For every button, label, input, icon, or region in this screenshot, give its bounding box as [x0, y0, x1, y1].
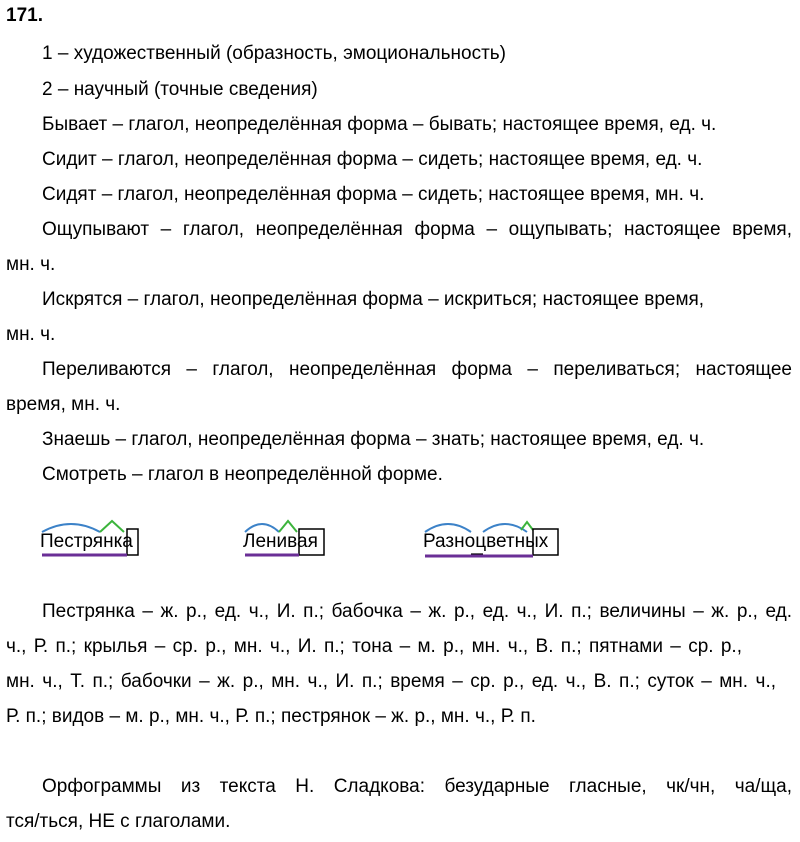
answer-line-2: 2 – научный (точные сведения): [42, 79, 318, 100]
analysis-line-perelivayutsya: Переливаются – глагол, неопределённая форма – переливаться; настоящее: [42, 359, 792, 380]
morpheme-suffix: ив: [276, 531, 298, 552]
morpheme-ending: а: [122, 531, 133, 552]
morpheme-diagram-pestryanka: [40, 518, 150, 562]
morpheme-root: Лен: [243, 531, 277, 552]
morpheme-connector: о: [464, 531, 476, 552]
analysis-line-sidyat: Сидят – глагол, неопределённая форма – сидеть; настоящее время, мн. ч.: [42, 184, 705, 205]
case-line-2: ч., Р. п.; крылья – ср. р., мн. ч., И. п.; тона – м. р., мн. ч., В. п.; пятнами – ср. р.,: [6, 636, 742, 657]
case-line-3: мн. ч., Т. п.; бабочки – ж. р., мн. ч., И. п.; время – ср. р., ед. ч., В. п.; суток – мн. ч.,: [6, 671, 776, 692]
suffix-mark: [521, 522, 533, 530]
morpheme-suffix: янк: [92, 531, 123, 552]
morpheme-diagram-raznotsvetnykh: [423, 518, 568, 562]
analysis-line-byvaet: Бывает – глагол, неопределённая форма – бывать; настоящее время, ед. ч.: [42, 114, 717, 135]
morpheme-root-second: цвет: [475, 531, 515, 552]
spelling-line-1: Орфограммы из текста Н. Сладкова: безударные гласные, чк/чн, ча/ща,: [42, 776, 792, 797]
exercise-number: 171.: [6, 5, 43, 26]
case-line-1: Пестрянка – ж. р., ед. ч., И. п.; бабочка – ж. р., ед. ч., И. п.; величины – ж. р., ед.: [42, 601, 792, 622]
morpheme-root: Разн: [423, 531, 465, 552]
morpheme-ending: ных: [514, 531, 549, 552]
morpheme-root: Пестр: [40, 531, 93, 552]
morpheme-ending: ая: [297, 531, 318, 552]
analysis-line-iskryatsya-cont: мн. ч.: [6, 324, 56, 345]
analysis-line-iskryatsya: Искрятся – глагол, неопределённая форма – искриться; настоящее время,: [42, 289, 705, 310]
analysis-line-oshchupyvayut: Ощупывают – глагол, неопределённая форма – ощупывать; настоящее время,: [42, 219, 792, 240]
analysis-line-znaesh: Знаешь – глагол, неопределённая форма – знать; настоящее время, ед. ч.: [42, 429, 705, 450]
analysis-line-sidit: Сидит – глагол, неопределённая форма – сидеть; настоящее время, ед. ч.: [42, 149, 703, 170]
case-line-4: Р. п.; видов – м. р., мн. ч., Р. п.; пестрянок – ж. р., мн. ч., Р. п.: [6, 706, 536, 727]
spelling-line-2: тся/ться, НЕ с глаголами.: [6, 811, 231, 832]
analysis-line-oshchupyvayut-cont: мн. ч.: [6, 254, 56, 275]
analysis-line-smotret: Смотреть – глагол в неопределённой форме.: [42, 464, 443, 485]
morpheme-diagram-lenivaya: [243, 518, 333, 562]
answer-line-1: 1 – художественный (образность, эмоциональность): [42, 43, 507, 64]
analysis-line-perelivayutsya-cont: время, мн. ч.: [6, 394, 121, 415]
